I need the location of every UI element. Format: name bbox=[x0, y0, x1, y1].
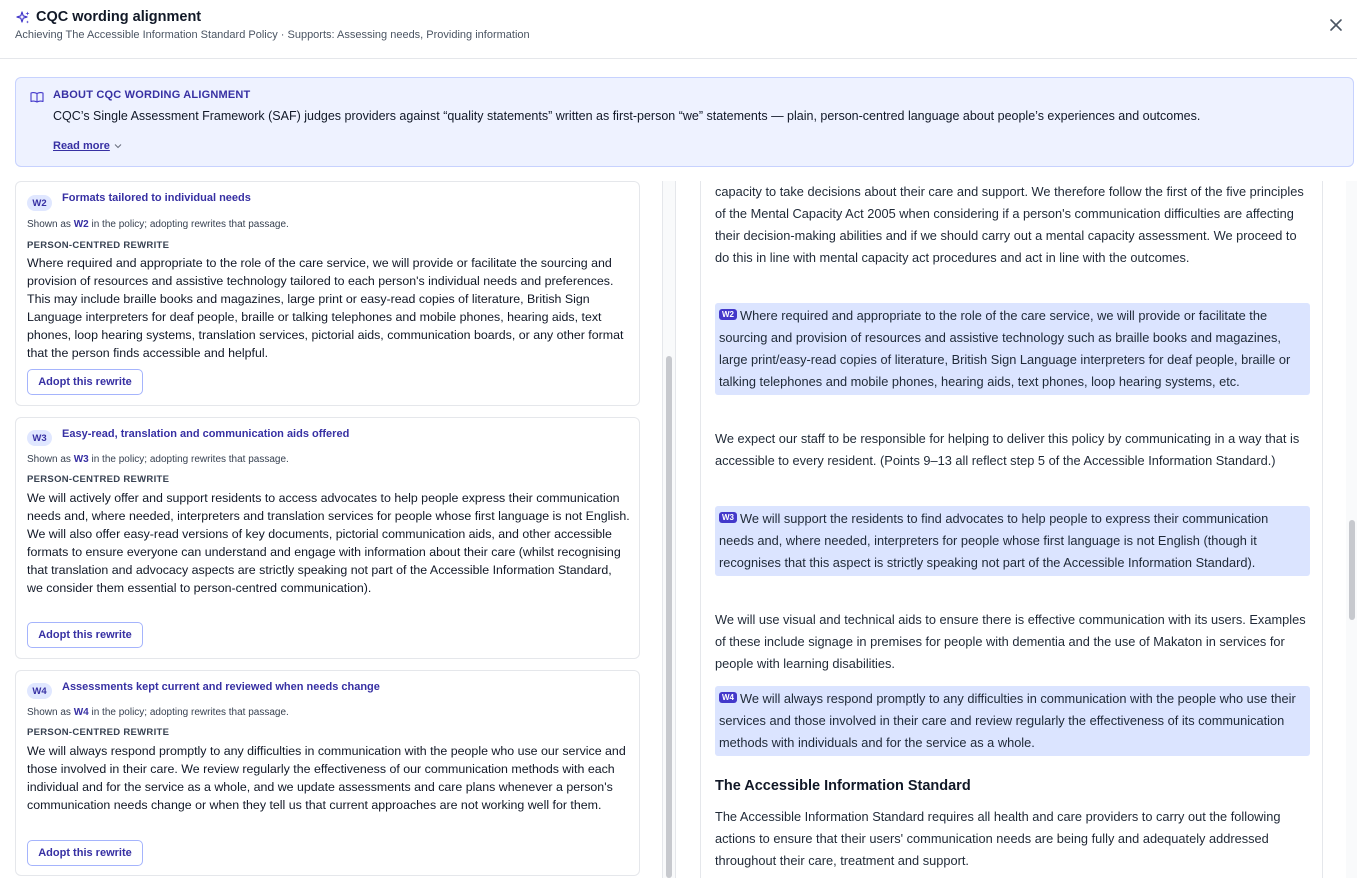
passage-tag: W4 bbox=[719, 692, 737, 703]
rewrite-card bbox=[15, 670, 640, 876]
scrollbar-thumb[interactable] bbox=[666, 356, 672, 878]
policy-passage-w3[interactable] bbox=[715, 506, 1310, 576]
rewrite-list bbox=[15, 181, 640, 878]
rewrite-card bbox=[15, 181, 640, 406]
close-icon bbox=[1329, 18, 1343, 32]
shown-suffix: in the policy; adopting rewrites that passage. bbox=[91, 219, 289, 230]
policy-paragraph: The Accessible Information Standard requires all health and care providers to carry out the following actions to ensure that their users' communication needs are being fully and adequately addressed throughout their care, treatment and support. bbox=[715, 809, 1281, 868]
policy-section-heading: The Accessible Information Standard bbox=[715, 778, 971, 794]
chevron-down-icon bbox=[114, 142, 122, 150]
read-more-link[interactable] bbox=[53, 140, 122, 152]
dialog-title: CQC wording alignment bbox=[36, 9, 202, 25]
passage-text: We will support the residents to find advocates to help people to express their communication needs and, where needed, interpreters for people whose first language is not English (though it recognises that this aspect is strictly speaking not part of the Accessible Information Standard). bbox=[719, 511, 1269, 570]
rewrite-shown-note bbox=[27, 219, 289, 230]
shown-suffix: in the policy; adopting rewrites that passage. bbox=[91, 707, 289, 718]
passage-text: We will always respond promptly to any difficulties in communication with the people who use their services and those involved in their care and review regularly the effectiveness of its communication methods with individuals and for the service as a whole. bbox=[719, 691, 1296, 750]
shown-prefix: Shown as bbox=[27, 454, 71, 465]
rewrite-body: We will actively offer and support residents to access advocates to help people express their communication needs and, where needed, interpreters and translation services for people whose first language is not English. We will also offer easy-read versions of key documents, pictorial communication aids, and other accessible formats to ensure everyone can understand and engage with information about their care (whilst recognising that translation and advocacy aspects are strictly speaking not part of the Accessible Information Standard, we consider them essential to person-centred communication). bbox=[27, 491, 630, 595]
policy-document bbox=[700, 181, 1323, 878]
about-heading: ABOUT CQC WORDING ALIGNMENT bbox=[53, 89, 251, 101]
rewrite-list-scrollbar[interactable] bbox=[662, 181, 676, 878]
shown-prefix: Shown as bbox=[27, 707, 71, 718]
policy-paragraph: capacity to take decisions about their care and support. We therefore follow the first of the five principles of the Mental Capacity Act 2005 when considering if a person's communication difficulties are affecting their decision-making abilities and if we should carry out a mental capacity assessment. We proceed to do this in line with mental capacity act procedures and act in line with the outcomes. bbox=[715, 184, 1304, 265]
adopt-rewrite-button[interactable]: Adopt this rewrite bbox=[27, 369, 143, 395]
adopt-rewrite-button[interactable]: Adopt this rewrite bbox=[27, 622, 143, 648]
rewrite-shown-note bbox=[27, 707, 289, 718]
rewrite-badge: W2 bbox=[27, 195, 52, 211]
sparkles-icon bbox=[15, 10, 31, 26]
shown-suffix: in the policy; adopting rewrites that passage. bbox=[91, 454, 289, 465]
policy-scrollbar[interactable] bbox=[1346, 181, 1357, 878]
rewrite-label: PERSON-CENTRED REWRITE bbox=[27, 240, 170, 251]
shown-ref: W4 bbox=[73, 707, 89, 718]
close-button[interactable] bbox=[1325, 14, 1347, 36]
passage-tag: W3 bbox=[719, 512, 737, 523]
about-panel bbox=[15, 77, 1354, 167]
rewrite-badge: W3 bbox=[27, 430, 52, 446]
rewrite-title: Easy-read, translation and communication aids offered bbox=[62, 428, 350, 440]
shown-ref: W3 bbox=[73, 454, 89, 465]
shown-prefix: Shown as bbox=[27, 219, 71, 230]
passage-text: Where required and appropriate to the role of the care service, we will provide or facilitate the sourcing and provision of resources and assistive technology such as braille books and magazines, large print/easy-read copies of literature, British Sign Language interpreters for deaf people, braille or talking telephones and mobile phones, hearing aids, text phones, loop hearing systems, etc. bbox=[719, 308, 1291, 389]
scrollbar-thumb[interactable] bbox=[1349, 520, 1355, 620]
book-open-icon bbox=[30, 90, 44, 104]
policy-passage-w4[interactable] bbox=[715, 686, 1310, 756]
dialog-header bbox=[0, 0, 1357, 59]
rewrite-title: Formats tailored to individual needs bbox=[62, 192, 251, 204]
rewrite-body: Where required and appropriate to the role of the care service, we will provide or facilitate the sourcing and provision of resources and assistive technology tailored to each person's individual needs and preferences. This may include braille books and magazines, large print or easy-read copies of literature, British Sign Language interpreters for deaf people, braille or talking telephones and mobile phones, hearing aids, text phones, loop hearing systems, translation services, pictorial aids, communication boards, or any other format that the person finds accessible and helpful. bbox=[27, 256, 624, 360]
policy-paragraph: We will use visual and technical aids to ensure there is effective communication with its users. Examples of these include signage in premises for people with dementia and the use of Makaton in services for people with learning disabilities. bbox=[715, 612, 1306, 671]
dialog-subtitle: Achieving The Accessible Information Standard Policy · Supports: Assessing needs, Providing information bbox=[15, 29, 530, 41]
rewrite-badge: W4 bbox=[27, 683, 52, 699]
rewrite-label: PERSON-CENTRED REWRITE bbox=[27, 474, 170, 485]
about-text: CQC’s Single Assessment Framework (SAF) judges providers against “quality statements” written as first-person “we” statements — plain, person-centred language about people’s experiences and outcomes. bbox=[53, 109, 1201, 123]
shown-ref: W2 bbox=[73, 219, 89, 230]
passage-tag: W2 bbox=[719, 309, 737, 320]
policy-paragraph: We expect our staff to be responsible for helping to deliver this policy by communicating in a way that is accessible to every resident. (Points 9–13 all reflect step 5 of the Accessible Information Standard.) bbox=[715, 431, 1300, 468]
rewrite-body: We will always respond promptly to any difficulties in communication with the people who use our service and those involved in their care. We review regularly the effectiveness of our communication methods with each individual and for the service as a whole, and we update assessments and care plans whenever a person's communication needs change or when they tell us that current approaches are not working well for them. bbox=[27, 744, 626, 812]
rewrite-label: PERSON-CENTRED REWRITE bbox=[27, 727, 170, 738]
policy-passage-w2[interactable] bbox=[715, 303, 1310, 395]
adopt-rewrite-button[interactable]: Adopt this rewrite bbox=[27, 840, 143, 866]
rewrite-shown-note bbox=[27, 454, 289, 465]
rewrite-card bbox=[15, 417, 640, 659]
rewrite-title: Assessments kept current and reviewed when needs change bbox=[62, 681, 380, 693]
read-more-label: Read more bbox=[53, 140, 110, 152]
